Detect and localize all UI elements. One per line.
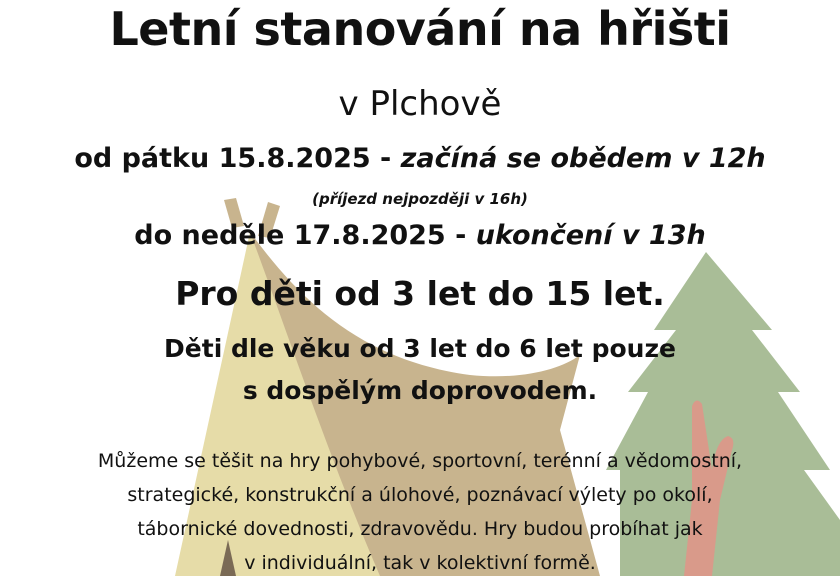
age-range: Pro děti od 3 let do 15 let. — [175, 274, 665, 313]
location-line: v Plchově — [338, 84, 502, 124]
description-line-3: tábornické dovednosti, zdravovědu. Hry budou probíhat jak — [137, 518, 703, 540]
arrival-note: (příjezd nejpozději v 16h) — [312, 190, 528, 208]
start-date: od pátku 15.8.2025 - — [74, 143, 401, 174]
end-date-line — [0, 220, 840, 251]
description-line-1: Můžeme se těšit na hry pohybové, sportovní, terénní a vědomostní, — [97, 450, 743, 472]
poster-title: Letní stanování na hřišti — [109, 2, 731, 56]
start-time: začíná se obědem v 12h — [400, 143, 766, 174]
end-date: do neděle 17.8.2025 - — [134, 220, 476, 251]
start-date-line — [0, 143, 840, 174]
description-line-4: v individuální, tak v kolektivní formě. — [244, 552, 596, 574]
description-line-2: strategické, konstrukční a úlohové, poznávací výlety po okolí, — [127, 484, 713, 506]
young-children-note-line-2: s dospělým doprovodem. — [242, 376, 598, 405]
young-children-note-line-1: Děti dle věku od 3 let do 6 let pouze — [164, 334, 676, 363]
end-time: ukončení v 13h — [475, 220, 706, 251]
